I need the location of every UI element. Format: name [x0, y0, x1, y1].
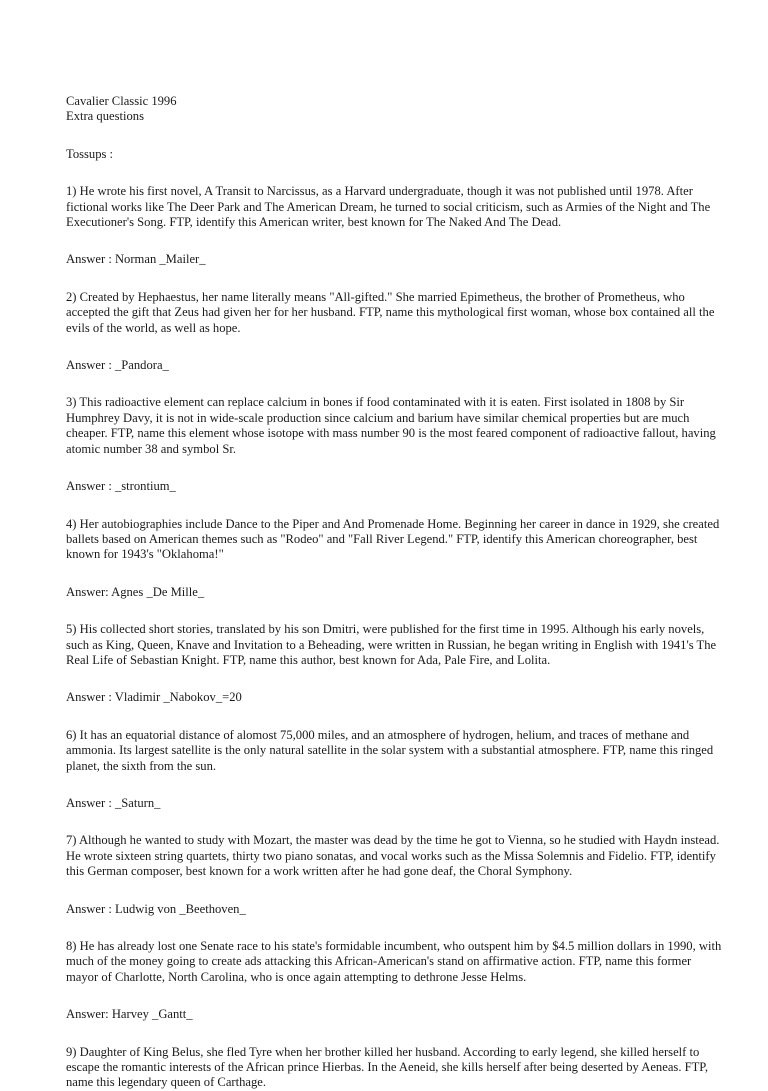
document-page: [66, 94, 726, 1091]
question-3: 3) This radioactive element can replace calcium in bones if food contaminated with it is eaten. First isolated in 1808 by Sir Humphrey Davy, it is not in wide-scale production since calcium and barium have similar chemical properties but are much cheaper. FTP, name this element whose isotope with mass number 90 is the most feared component of radioactive fallout, having atomic number 38 and symbol Sr.: [66, 395, 716, 456]
question-2: 2) Created by Hephaestus, her name literally means "All-gifted." She married Epimetheus, the brother of Prometheus, who accepted the gift that Zeus had given her for her husband. FTP, name this mythological first woman, whose box contained all the evils of the world, as well as hope.: [66, 289, 715, 335]
question-6: 6) It has an equatorial distance of alomost 75,000 miles, and an atmosphere of hydrogen, helium, and traces of methane and ammonia. Its largest satellite is the only natural satellite in the solar system with a substantial atmosphere. FTP, name this ringed planet, the sixth from the sun.: [66, 727, 714, 773]
question-8: 8) He has already lost one Senate race to his state's formidable incumbent, who outspent him by $4.5 million dollars in 1990, with much of the money going to create ads attacking this African-American's stand on affirmative action. FTP, name this former mayor of Charlotte, North Carolina, who is once again attempting to dethrone Jesse Helms.: [66, 939, 722, 984]
answer-2: Answer : _Pandora_: [66, 358, 169, 373]
answer-5: Answer : Vladimir _Nabokov_=20: [66, 690, 242, 705]
document-title: Cavalier Classic 1996: [66, 94, 177, 108]
question-4: 4) Her autobiographies include Dance to the Piper and And Promenade Home. Beginning her career in dance in 1929, she created ballets based on American themes such as "Rodeo" and "Fall River Legend." FTP, identify this American choreographer, best known for 1943's "Oklahoma!": [66, 516, 720, 562]
answer-6: Answer : _Saturn_: [66, 795, 161, 810]
answer-7: Answer : Ludwig von _Beethoven_: [66, 901, 246, 916]
section-label: Tossups :: [66, 146, 114, 161]
answer-1: Answer : Norman _Mailer_: [66, 252, 206, 267]
document-subtitle: Extra questions: [66, 109, 144, 124]
question-7: 7) Although he wanted to study with Mozart, the master was dead by the time he got to Vienna, so he studied with Haydn instead. He wrote sixteen string quartets, thirty two piano sonatas, and vocal works such as the Missa Solemnis and Fidelio. FTP, identify this German composer, best known for a work written after he had gone deaf, the Choral Symphony.: [66, 833, 720, 879]
question-9: 9) Daughter of King Belus, she fled Tyre when her brother killed her husband. According to early legend, she killed herself to escape the romantic interests of the African prince Hierbas. In the Aeneid, she kills herself after being deserted by Aeneas. FTP, name this legendary queen of Carthage.: [66, 1044, 709, 1090]
answer-4: Answer: Agnes _De Mille_: [66, 584, 205, 599]
question-5: 5) His collected short stories, translated by his son Dmitri, were published for the first time in 1995. Although his early novels, such as King, Queen, Knave and Invitation to a Beheading, were written in Russian, he began writing in English with 1941's The Real Life of Sebastian Knight. FTP, name this author, best known for Ada, Pale Fire, and Lolita.: [66, 622, 717, 667]
answer-3: Answer : _strontium_: [66, 479, 176, 494]
question-1: 1) He wrote his first novel, A Transit to Narcissus, as a Harvard undergraduate, though it was not published until 1978. After fictional works like The Deer Park and The American Dream, he turned to social criticism, such as Armies of the Night and The Executioner's Song. FTP, identify this American writer, best known for The Naked And The Dead.: [66, 184, 711, 230]
answer-8: Answer: Harvey _Gantt_: [66, 1007, 193, 1022]
